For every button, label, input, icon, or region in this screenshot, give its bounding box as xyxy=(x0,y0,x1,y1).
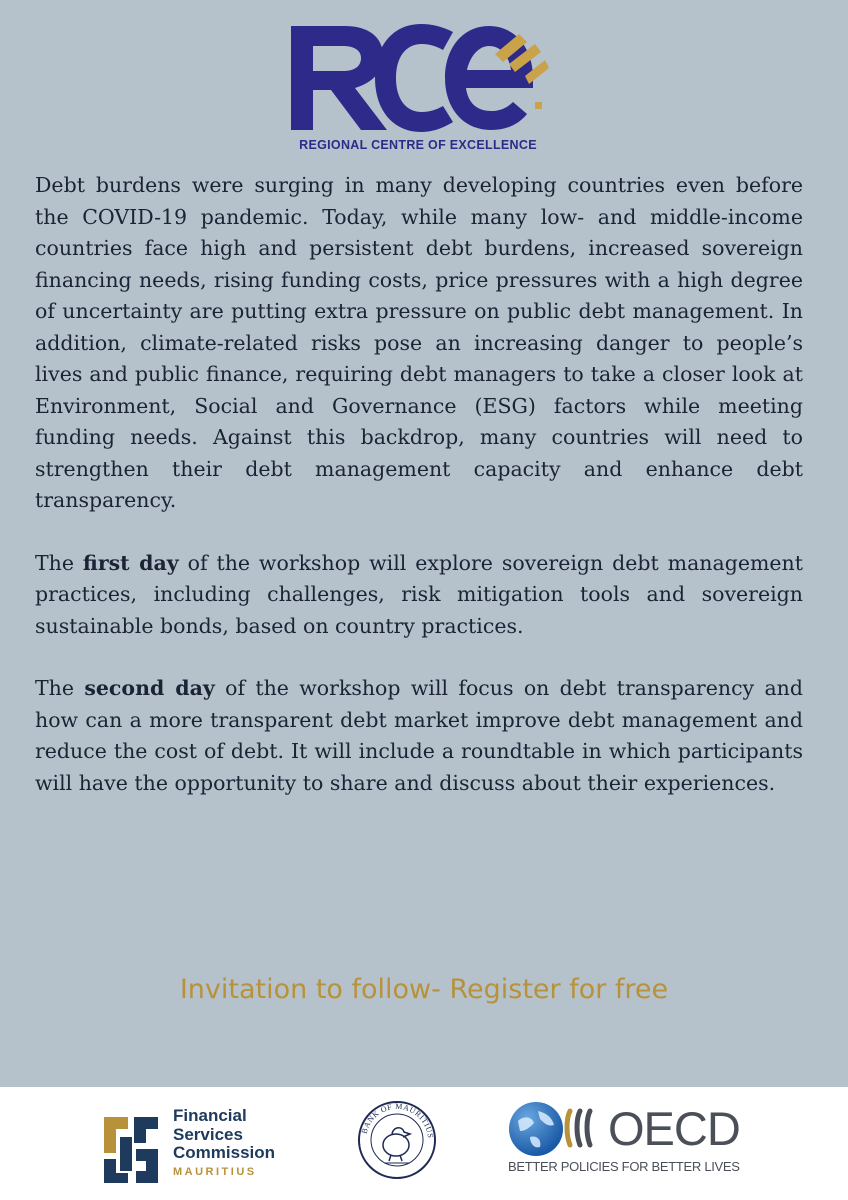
intro-paragraph: Debt burdens were surging in many developing countries even before the COVID-19 pandemic. Today, while many low- and middle-income countries face high and persistent debt burdens, increased sovereign financing needs, rising funding costs, price pressures with a high degree of uncertainty are putting extra pressure on public debt management. In addition, climate-related risks pose an increasing danger to people’s lives and public finance, requiring debt managers to take a closer look at Environment, Social and Governance (ESG) factors while meeting funding needs. Against this backdrop, many countries will need to strengthen their debt management capacity and enhance debt transparency. xyxy=(35,173,803,512)
oecd-globe-icon xyxy=(508,1101,608,1157)
paragraph-text: The xyxy=(35,676,85,700)
rce-logo-mark xyxy=(283,18,553,138)
fsc-logo xyxy=(98,1107,318,1187)
rce-logo xyxy=(283,18,553,158)
fsc-emblem-icon xyxy=(98,1109,164,1185)
first-day-emphasis: first day xyxy=(82,550,179,575)
fsc-country: MAURITIUS xyxy=(173,1165,257,1178)
main-content xyxy=(35,170,803,830)
header xyxy=(0,0,848,165)
second-day-emphasis: second day xyxy=(84,676,215,700)
paragraph-text: of the workshop will focus on debt transparency and how can a more transparent debt market improve debt management and reduce the cost of debt. It will include a roundtable in which participants will have the opportunity to share and discuss about their experiences. xyxy=(35,676,803,795)
rce-logo-caption: REGIONAL CENTRE OF EXCELLENCE xyxy=(299,138,537,152)
fsc-name xyxy=(173,1107,275,1181)
register-call-to-action: Invitation to follow- Register for free xyxy=(179,974,669,1005)
footer-logos xyxy=(0,1087,848,1200)
bank-of-mauritius-seal xyxy=(356,1099,438,1181)
oecd-wordmark: OECD xyxy=(608,1102,740,1155)
second-day-paragraph xyxy=(35,673,803,799)
fsc-line: Financial xyxy=(173,1106,247,1125)
fsc-line: Commission xyxy=(173,1143,276,1162)
svg-text:BANK OF MAURITIUS: BANK OF MAURITIUS xyxy=(359,1101,436,1139)
oecd-tagline: BETTER POLICIES FOR BETTER LIVES xyxy=(508,1159,740,1174)
paragraph-text: The xyxy=(35,550,83,575)
first-day-paragraph xyxy=(35,548,803,643)
oecd-logo xyxy=(508,1101,758,1185)
paragraph-text: of the workshop will explore sovereign debt management practices, including challenges, risk mitigation tools and sovereign sustainable bonds, based on country practices. xyxy=(35,550,803,638)
bank-of-mauritius-seal-icon xyxy=(356,1099,438,1181)
fsc-line: Services xyxy=(173,1124,243,1144)
